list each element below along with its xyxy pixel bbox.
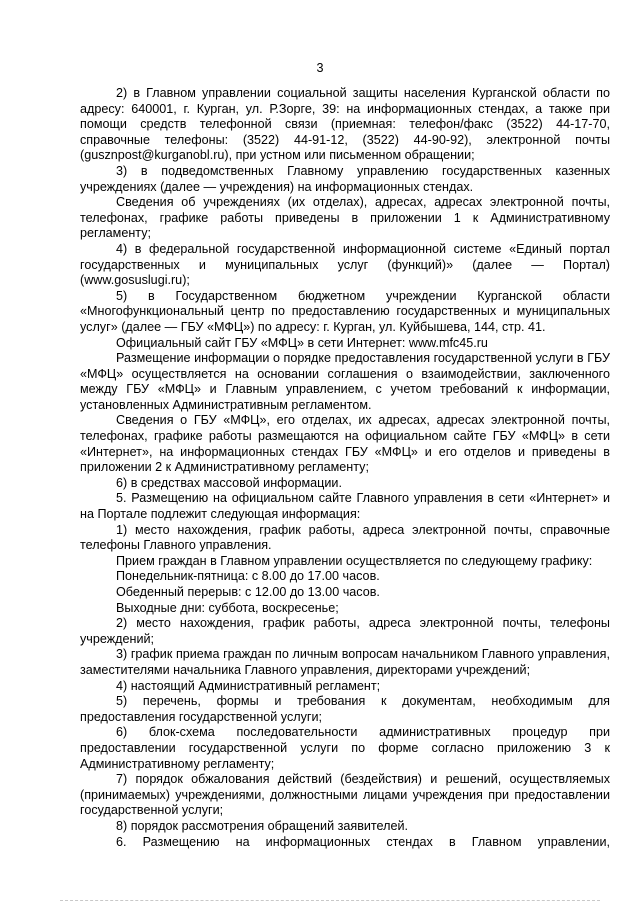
list-item-8-complaints: 8) порядок рассмотрения обращений заявителей.	[116, 818, 409, 833]
page-bottom-divider	[60, 900, 600, 901]
page-number: 3	[316, 61, 324, 75]
paragraph-institutions-info: Сведения об учреждениях (их отделах), адресах, адресах электронной почты, телефонах, графике работы приведены в приложении 1 к Административному регламенту;	[80, 195, 610, 241]
schedule-weekdays: Понедельник-пятница: с 8.00 до 17.00 часов.	[116, 569, 380, 584]
list-item-6-flowchart: 6) блок-схема последовательности административных процедур при предоставлении государственной услуги по форме согласно приложению 3 к Административному регламенту;	[80, 725, 610, 771]
paragraph-item-6-mass-media: 6) в средствах массовой информации.	[116, 475, 342, 490]
schedule-days-off: Выходные дни: суббота, воскресенье;	[116, 600, 339, 615]
list-item-1-location-schedule: 1) место нахождения, график работы, адреса электронной почты, справочные телефоны Главного управления.	[80, 522, 610, 553]
document-body	[80, 86, 610, 850]
paragraph-item-2-social-protection: 2) в Главном управлении социальной защиты населения Курганской области по адресу: 640001, г. Курган, ул. Р.Зорге, 39: на информационных стендах, а также при помощи средств телефонной связи (приемная: телефон/факс (3522) 44-17-70, справочные телефоны: (3522) 44-91-12, (3522) 44-90-92), электронной почты (gusznpost@kurganobl.ru), при устном или письменном обращении;	[80, 86, 610, 163]
paragraph-section-6: 6. Размещению на информационных стендах в Главном управлении,	[116, 834, 610, 849]
schedule-lunch-break: Обеденный перерыв: с 12.00 до 13.00 часов.	[116, 585, 380, 599]
paragraph-section-5: 5. Размещению на официальном сайте Главного управления в сети «Интернет» и на Портале подлежит следующая информация:	[80, 491, 610, 522]
list-item-4-regulation: 4) настоящий Административный регламент;	[116, 678, 381, 693]
list-item-3-reception-schedule: 3) график приема граждан по личным вопросам начальником Главного управления, заместителями начальника Главного управления, директорами учреждений;	[80, 647, 610, 677]
list-item-2-institutions-location: 2) место нахождения, график работы, адреса электронной почты, телефоны учреждений;	[80, 616, 610, 646]
paragraph-mfc-agreement: Размещение информации о порядке предоставления государственной услуги в ГБУ «МФЦ» осуществляется на основании соглашения о взаимодействии, заключенного между ГБУ «МФЦ» и Главным управлением, с учетом требований к информации, установленных Административным регламентом.	[80, 351, 610, 412]
paragraph-reception-schedule: Прием граждан в Главном управлении осуществляется по следующему графику:	[116, 553, 593, 568]
paragraph-mfc-details: Сведения о ГБУ «МФЦ», его отделах, их адресах, адресах электронной почты, телефонах, графике работы размещаются на официальном сайте ГБУ «МФЦ» в сети «Интернет», на информационных стендах ГБУ «МФЦ» и его отделов и приведены в приложении 2 к Административному регламенту;	[80, 413, 610, 475]
paragraph-item-3-subordinate-institutions: 3) в подведомственных Главному управлению государственных казенных учреждениях (далее — учреждения) на информационных стендах.	[80, 163, 610, 194]
paragraph-item-5-mfc: 5) в Государственном бюджетном учреждении Курганской области «Многофункциональный центр по предоставлению государственных и муниципальных услуг» (далее — ГБУ «МФЦ») по адресу: г. Курган, ул. Куйбышева, 144, стр. 41.	[80, 288, 610, 334]
paragraph-mfc-website: Официальный сайт ГБУ «МФЦ» в сети Интернет: www.mfc45.ru	[116, 335, 488, 350]
list-item-7-appeal-procedure: 7) порядок обжалования действий (бездействия) и решений, осуществляемых (принимаемых) учреждениями, должностными лицами учреждения при предоставлении государственной услуги;	[80, 772, 610, 818]
list-item-5-documents: 5) перечень, формы и требования к документам, необходимым для предоставления государственной услуги;	[80, 694, 610, 724]
paragraph-item-4-portal: 4) в федеральной государственной информационной системе «Единый портал государственных и муниципальных услуг (функций)» (далее — Портал) (www.gosuslugi.ru);	[80, 241, 610, 288]
